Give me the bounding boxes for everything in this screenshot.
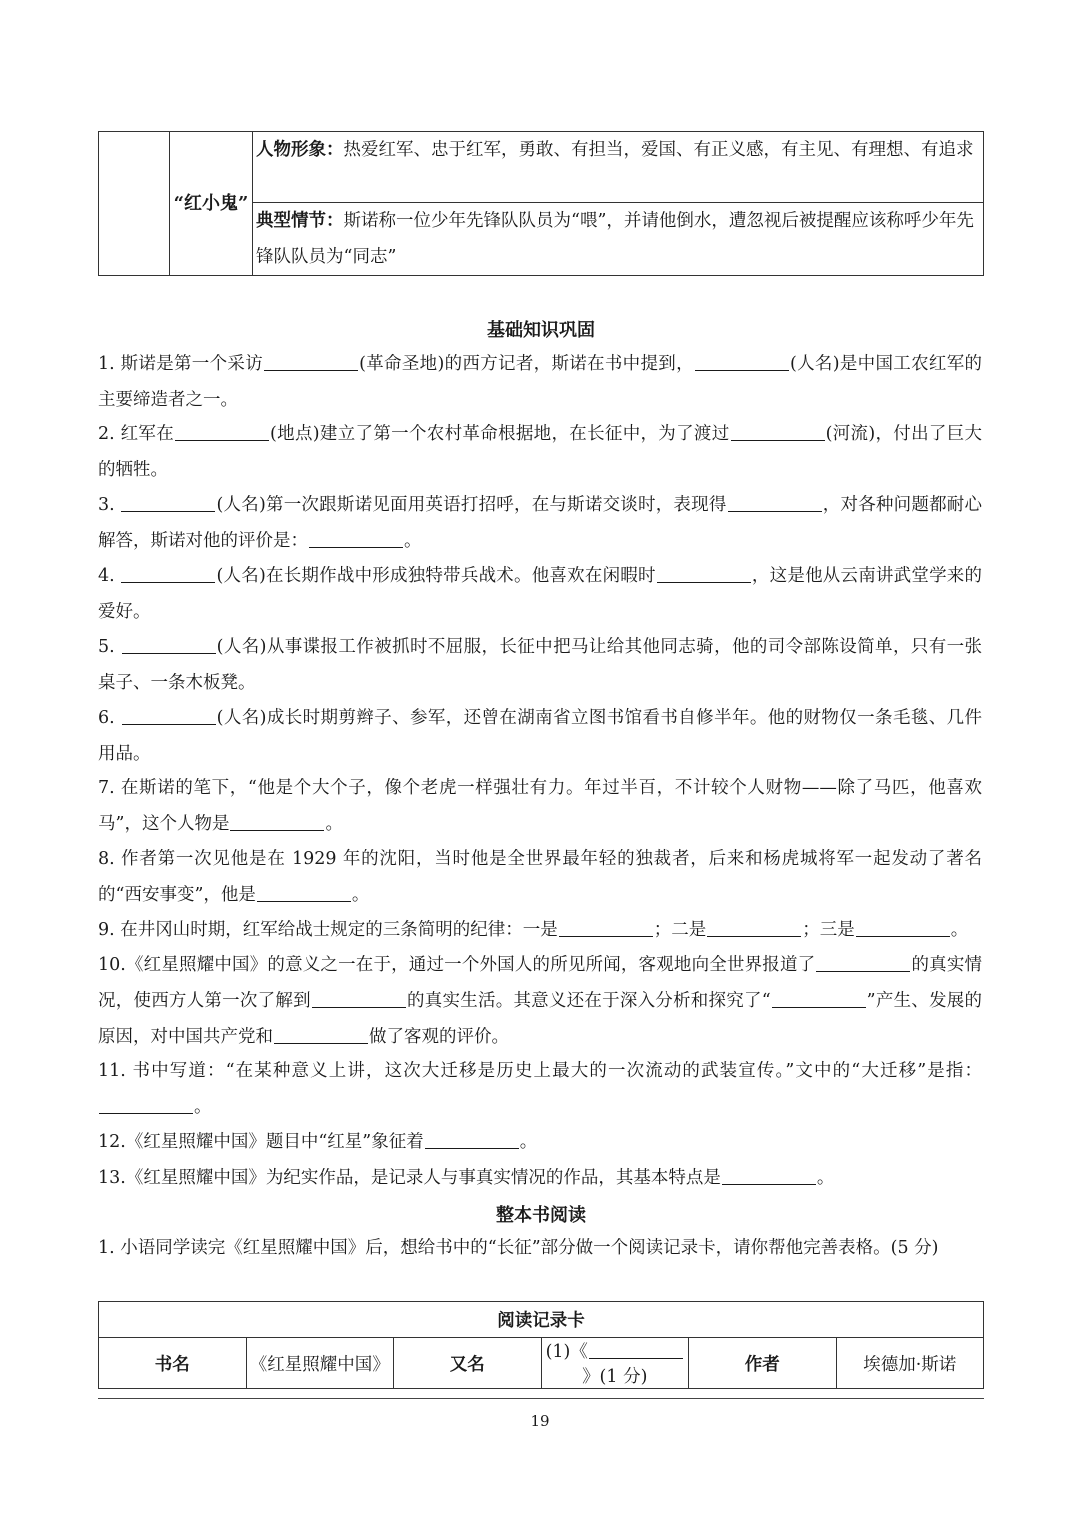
table-empty-cell	[99, 132, 170, 276]
answer-blank[interactable]	[257, 900, 351, 902]
book-name-value: 《红星照耀中国》	[246, 1338, 394, 1389]
section-title-reading: 整本书阅读	[496, 1205, 586, 1226]
alias-label: 又名	[394, 1338, 542, 1389]
answer-blank[interactable]	[772, 1006, 866, 1008]
page-number: 19	[530, 1412, 550, 1430]
question-12: 12.《红星照耀中国》题目中“红星”象征着 。	[98, 1132, 538, 1152]
book-name-label: 书名	[99, 1338, 247, 1389]
image-text: 热爱红军、忠于红军，勇敢、有担当，爱国、有正义感，有主见、有理想、有追求	[343, 140, 974, 160]
answer-blank[interactable]	[121, 510, 215, 512]
character-plot-cell	[253, 203, 984, 276]
answer-blank[interactable]	[312, 1006, 406, 1008]
question-5: 5. (人名)从事谍报工作被抓时不屈服，长征中把马让给其他同志骑，他的司令部陈设简单，只有一张桌子、一条木板凳。	[98, 637, 982, 693]
answer-blank[interactable]	[816, 970, 910, 972]
answer-blank[interactable]	[122, 723, 216, 725]
character-name: “红小鬼”	[170, 132, 253, 276]
answer-blank[interactable]	[695, 369, 789, 371]
question-9: 9. 在井冈山时期，红军给战士规定的三条简明的纪律：一是 ；二是 ；三是 。	[98, 920, 969, 940]
author-value: 埃德加·斯诺	[836, 1338, 984, 1389]
answer-blank[interactable]	[425, 1147, 519, 1149]
answer-blank[interactable]	[309, 546, 403, 548]
answer-blank[interactable]	[722, 1183, 816, 1185]
alias-value: (1)《》(1 分)	[541, 1338, 689, 1389]
answer-blank[interactable]	[856, 935, 950, 937]
question-4: 4. (人名)在长期作战中形成独特带兵战术。他喜欢在闲暇时 ，这是他从云南讲武堂学来的爱好。	[98, 566, 983, 622]
answer-blank[interactable]	[589, 1357, 683, 1359]
character-image-cell	[253, 132, 984, 203]
question-1: 1. 斯诺是第一个采访 (革命圣地)的西方记者，斯诺在书中提到， (人名)是中国工农红军的主要缔造者之一。	[98, 354, 983, 410]
answer-blank[interactable]	[175, 439, 269, 441]
question-2: 2. 红军在 (地点)建立了第一个农村革命根据地，在长征中，为了渡过 (河流)，付出了巨大的牺牲。	[98, 424, 983, 480]
answer-blank[interactable]	[264, 369, 358, 371]
answer-blank[interactable]	[121, 581, 215, 583]
question-10: 10.《红星照耀中国》的意义之一在于，通过一个外国人的所见所闻，客观地向全世界报道了 的真实情况，使西方人第一次了解到 的真实生活。其意义还在于深入分析和探究了“ ”产生、发展的原因，对中国共产党和 做了客观的评价。	[98, 955, 983, 1047]
question-13: 13.《红星照耀中国》为纪实作品，是记录人与事真实情况的作品，其基本特点是 。	[98, 1168, 835, 1188]
answer-blank[interactable]	[230, 829, 324, 831]
question-11: 11. 书中写道：“在某种意义上讲，这次大迁移是历史上最大的一次流动的武装宣传。”文中的“大迁移”是指：。	[98, 1061, 982, 1117]
answer-blank[interactable]	[728, 510, 822, 512]
footer-divider	[98, 1398, 984, 1399]
answer-blank[interactable]	[122, 652, 216, 654]
section-title-basics: 基础知识巩固	[487, 320, 595, 341]
plot-label: 典型情节：	[256, 211, 344, 231]
answer-blank[interactable]	[731, 439, 825, 441]
question-7: 7. 在斯诺的笔下，“他是个大个子，像个老虎一样强壮有力。年过半百，不计较个人财物——除了马匹，他喜欢马”，这个人物是 。	[98, 778, 982, 834]
author-label: 作者	[689, 1338, 837, 1389]
record-card-title: 阅读记录卡	[99, 1302, 984, 1338]
answer-blank[interactable]	[274, 1042, 368, 1044]
image-label: 人物形象：	[256, 140, 344, 160]
reading-record-card	[98, 1301, 984, 1389]
question-8: 8. 作者第一次见他是在 1929 年的沈阳，当时他是全世界最年轻的独裁者，后来和杨虎城将军一起发动了著名的“西安事变”，他是 。	[98, 849, 982, 905]
answer-blank[interactable]	[657, 581, 751, 583]
character-table	[98, 131, 984, 276]
answer-blank[interactable]	[707, 935, 801, 937]
answer-blank[interactable]	[99, 1112, 193, 1114]
question-6: 6. (人名)成长时期剪辫子、参军，还曾在湖南省立图书馆看书自修半年。他的财物仅一条毛毯、几件用品。	[98, 708, 982, 764]
answer-blank[interactable]	[559, 935, 653, 937]
question-3: 3. (人名)第一次跟斯诺见面用英语打招呼，在与斯诺交谈时，表现得 ，对各种问题都耐心解答，斯诺对他的评价是： 。	[98, 495, 983, 551]
plot-text: 斯诺称一位少年先锋队队员为“喂”，并请他倒水，遭忽视后被提醒应该称呼少年先锋队队员为“同志”	[256, 211, 974, 267]
reading-question-1: 1. 小语同学读完《红星照耀中国》后，想给书中的“长征”部分做一个阅读记录卡，请你帮他完善表格。(5 分)	[98, 1238, 939, 1258]
